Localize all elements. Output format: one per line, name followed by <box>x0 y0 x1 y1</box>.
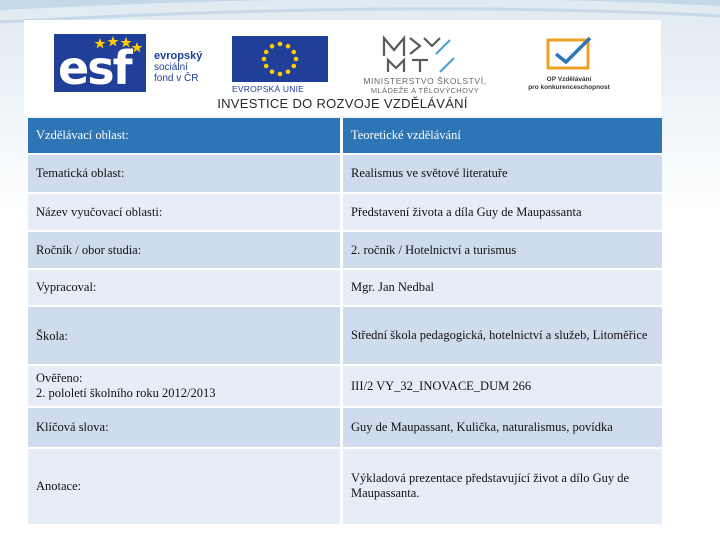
msmt-logo <box>340 34 510 100</box>
tagline: INVESTICE DO ROZVOJE VZDĚLÁVÁNÍ <box>217 96 468 111</box>
table-row <box>28 307 662 366</box>
msmt-mark-icon <box>380 34 456 74</box>
row-label: Tematická oblast: <box>28 155 343 194</box>
row-label: Anotace: <box>28 449 343 526</box>
row-value: 2. ročník / Hotelnictví a turismus <box>343 232 662 270</box>
esf-caption <box>154 50 234 84</box>
row-label <box>28 366 343 408</box>
logo-band <box>24 20 661 116</box>
esf-letters: esf <box>58 41 131 95</box>
row-label: Klíčová slova: <box>28 408 343 449</box>
msmt-line2: MLÁDEŽE A TĚLOVÝCHOVY <box>370 86 480 95</box>
esf-caption-line3: fond v ČR <box>154 73 199 84</box>
row-value: Představení života a díla Guy de Maupassanta <box>343 194 662 232</box>
row-value: Realismus ve světové literatuře <box>343 155 662 194</box>
eu-flag-icon <box>232 36 328 82</box>
table-row <box>28 155 662 194</box>
row-value: Mgr. Jan Nedbal <box>343 270 662 307</box>
eu-label: EVROPSKÁ UNIE <box>232 84 305 94</box>
msmt-line1: MINISTERSTVO ŠKOLSTVÍ, <box>363 76 487 86</box>
table-row <box>28 408 662 449</box>
table-row <box>28 270 662 307</box>
row-label: Vzdělávací oblast: <box>28 118 343 155</box>
verified-label: Ověřeno: <box>36 371 83 385</box>
verified-period: 2. pololetí školního roku 2012/2013 <box>36 386 216 400</box>
table-row <box>28 232 662 270</box>
op-logo <box>514 36 624 96</box>
row-label: Ročník / obor studia: <box>28 232 343 270</box>
row-value: Guy de Maupassant, Kulička, naturalismus, povídka <box>343 408 662 449</box>
op-line1: OP Vzdělávání <box>546 76 592 83</box>
row-label: Škola: <box>28 307 343 366</box>
row-label: Vypracoval: <box>28 270 343 307</box>
op-line2: pro konkurenceschopnost <box>528 84 610 91</box>
row-value: Teoretické vzdělávání <box>343 118 662 155</box>
row-value: Výkladová prezentace představující život a dílo Guy de Maupassanta. <box>343 449 662 526</box>
row-value: Střední škola pedagogická, hotelnictví a služeb, Litoměřice <box>343 307 662 366</box>
row-value: III/2 VY_32_INOVACE_DUM 266 <box>343 366 662 408</box>
esf-logo <box>54 34 224 96</box>
table-row <box>28 194 662 232</box>
table-row <box>28 449 662 526</box>
eu-logo <box>232 36 328 96</box>
esf-caption-line2: sociální <box>154 62 188 73</box>
info-table <box>28 118 662 526</box>
esf-caption-line1: evropský <box>154 50 203 62</box>
row-label: Název vyučovací oblasti: <box>28 194 343 232</box>
table-row <box>28 118 662 155</box>
op-mark-icon <box>542 36 598 72</box>
eu-stars-icon <box>232 36 328 82</box>
table-row <box>28 366 662 408</box>
